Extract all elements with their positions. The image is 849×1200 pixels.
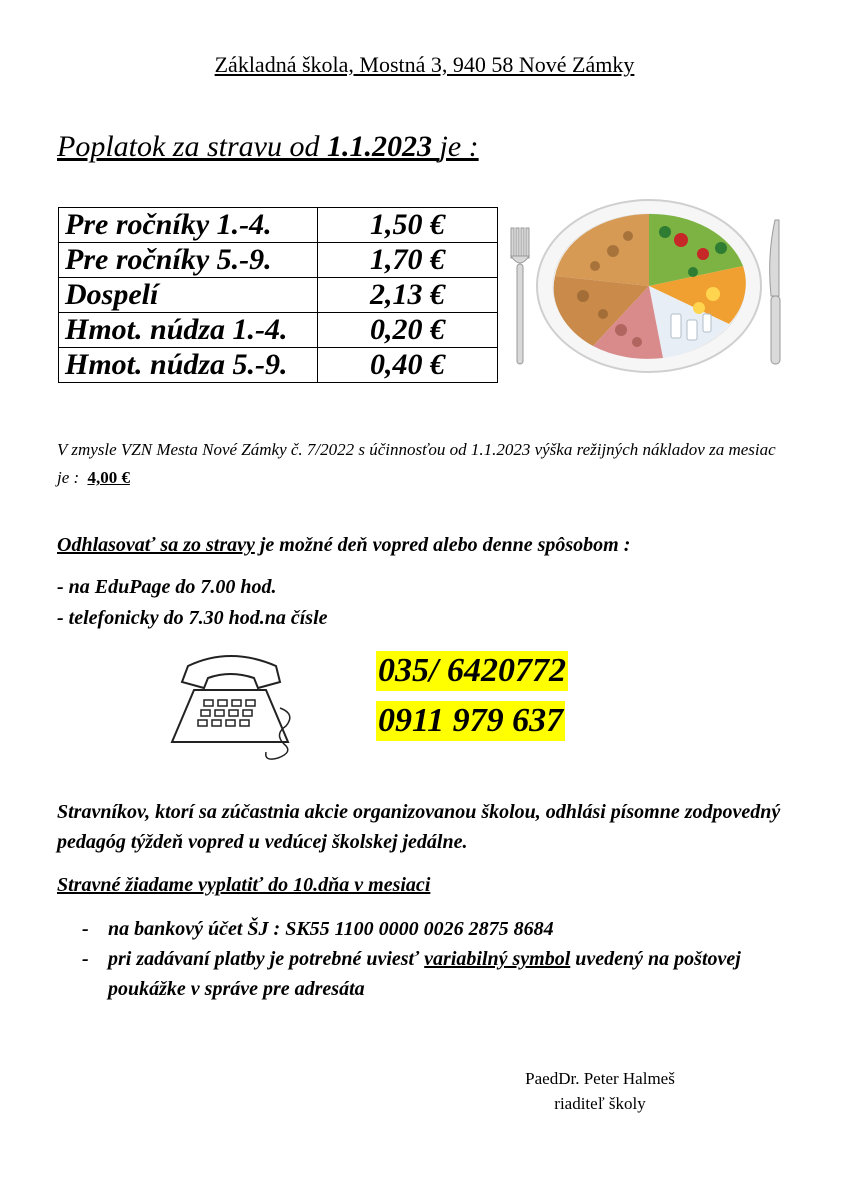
food-plate-illustration (503, 196, 803, 376)
price-label: Hmot. núdza 1.-4. (59, 313, 318, 348)
odhlasovanie-heading (57, 534, 630, 557)
price-value: 1,50 € (318, 208, 498, 243)
title-suffix: je : (439, 130, 479, 163)
price-label: Pre ročníky 5.-9. (59, 243, 318, 278)
title-date: 1.1.2023 (327, 130, 432, 163)
vzn-amount: 4,00 € (87, 468, 130, 487)
vs-variable-symbol: variabilný symbol (424, 948, 571, 970)
vzn-paragraph (57, 436, 777, 492)
signature-role: riaditeľ školy (554, 1094, 646, 1113)
table-row (59, 313, 498, 348)
price-table (58, 207, 498, 383)
phone-number-mobile: 0911 979 637 (378, 702, 564, 739)
platba-bank-item (82, 914, 802, 944)
option-edupage: - na EduPage do 7.00 hod. (57, 576, 277, 598)
phone-number-landline: 035/ 6420772 (378, 652, 566, 689)
school-address: Základná škola, Mostná 3, 940 58 Nové Zámky (214, 52, 635, 77)
title-prefix: Poplatok za stravu od (57, 130, 320, 163)
bank-account: na bankový účet ŠJ : SK55 1100 0000 0026 2875 8684 (108, 918, 554, 940)
price-label: Dospelí (59, 278, 318, 313)
price-value: 2,13 € (318, 278, 498, 313)
vs-after: uvedený na poštovej poukážke v správe pre adresáta (108, 948, 741, 1000)
option-telefon: - telefonicky do 7.30 hod.na čísle (57, 607, 328, 629)
page-title (57, 130, 479, 164)
odhlasovanie-rest: je možné deň vopred alebo denne spôsobom : (254, 534, 631, 556)
table-row (59, 278, 498, 313)
price-label: Pre ročníky 1.-4. (59, 208, 318, 243)
vzn-text: V zmysle VZN Mesta Nové Zámky č. 7/2022 s účinnosťou od 1.1.2023 výška režijných nákladov za mesiac je : (57, 440, 776, 487)
price-value: 1,70 € (318, 243, 498, 278)
knife-icon (770, 220, 780, 364)
bullet-dash: - (82, 948, 89, 970)
platba-heading: Stravné žiadame vyplatiť do 10.dňa v mesiaci (57, 874, 431, 896)
price-value: 0,20 € (318, 313, 498, 348)
table-row (59, 243, 498, 278)
vs-before: pri zadávaní platby je potrebné uviesť (108, 948, 425, 970)
signature-name: PaedDr. Peter Halmeš (525, 1069, 675, 1088)
telephone-icon (160, 648, 300, 763)
fork-icon (511, 228, 529, 364)
bullet-dash: - (82, 918, 89, 940)
table-row (59, 348, 498, 383)
price-label: Hmot. núdza 5.-9. (59, 348, 318, 383)
stravnici-paragraph: Stravníkov, ktorí sa zúčastnia akcie organizovanou školou, odhlási písomne zodpovedný pedagóg týždeň vopred u vedúcej školskej jedálne. (57, 801, 781, 853)
price-value: 0,40 € (318, 348, 498, 383)
table-row (59, 208, 498, 243)
signature-block (505, 1066, 695, 1116)
platba-vs-item (82, 944, 802, 1004)
odhlasovanie-underlined: Odhlasovať sa zo stravy (57, 534, 255, 556)
